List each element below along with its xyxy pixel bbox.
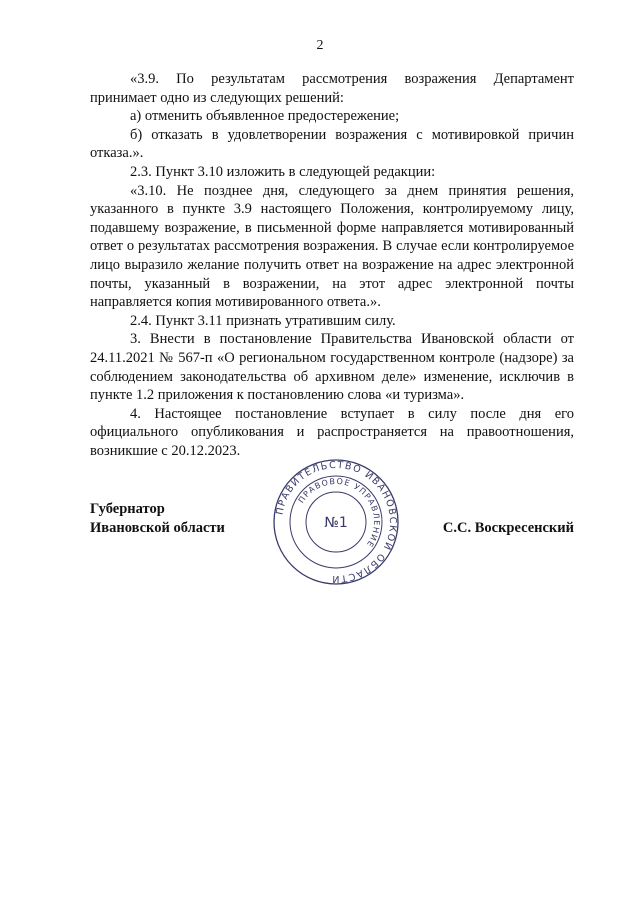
document-body xyxy=(90,70,574,460)
seal-center-number: №1 xyxy=(324,515,348,531)
paragraph-3: 3. Внести в постановление Правительства Ивановской области от 24.11.2021 № 567-п «О региональном государственном контроле (надзоре) за соблюдением законодательства об архивном деле» изменение, исключив в пункте 1.2 приложения к постановлению слова «и туризма». xyxy=(90,331,574,404)
seal-outer-text: ПРАВИТЕЛЬСТВО ИВАНОВСКОЙ ОБЛАСТИ xyxy=(274,459,399,585)
signatory-title xyxy=(90,500,225,538)
paragraph-4: 4. Настоящее постановление вступает в силу после дня его официального опубликования и распространяется на правоотношения, возникшие с 20.12.2023. xyxy=(90,405,574,459)
paragraph-option-a: а) отменить объявленное предостережение; xyxy=(130,108,400,125)
paragraph-3-10: «3.10. Не позднее дня, следующего за днем принятия решения, указанного в пункте 3.9 настоящего Положения, контролируемому лицу, подавшему возражение, в письменной форме направляется мотивированный ответ о результатах рассмотрения возражения. В случае если контролируемое лицо выразило желание получить ответ на возражение на адрес электронной почты, указанный в возражении, на этот адрес электронной почты направляется копия мотивированного ответа.». xyxy=(90,182,574,311)
paragraph-3-9: «3.9. По результатам рассмотрения возражения Департамент принимает одно из следующих решений: xyxy=(90,71,574,106)
paragraph-2-3: 2.3. Пункт 3.10 изложить в следующей редакции: xyxy=(130,163,436,180)
svg-text:ПРАВОВОЕ УПРАВЛЕНИЕ xyxy=(297,477,381,549)
page-number: 2 xyxy=(316,38,324,53)
seal-inner-text: ПРАВОВОЕ УПРАВЛЕНИЕ xyxy=(296,476,382,550)
official-seal-icon xyxy=(272,458,400,586)
paragraph-option-b: б) отказать в удовлетворении возражения с мотивировкой причин отказа.». xyxy=(90,126,574,162)
signatory-title-line1: Губернатор xyxy=(90,501,165,517)
signatory-title-line2: Ивановской области xyxy=(90,520,225,536)
signatory-name: С.С. Воскресенский xyxy=(442,520,574,536)
paragraph-2-4: 2.4. Пункт 3.11 признать утратившим силу. xyxy=(130,312,396,329)
